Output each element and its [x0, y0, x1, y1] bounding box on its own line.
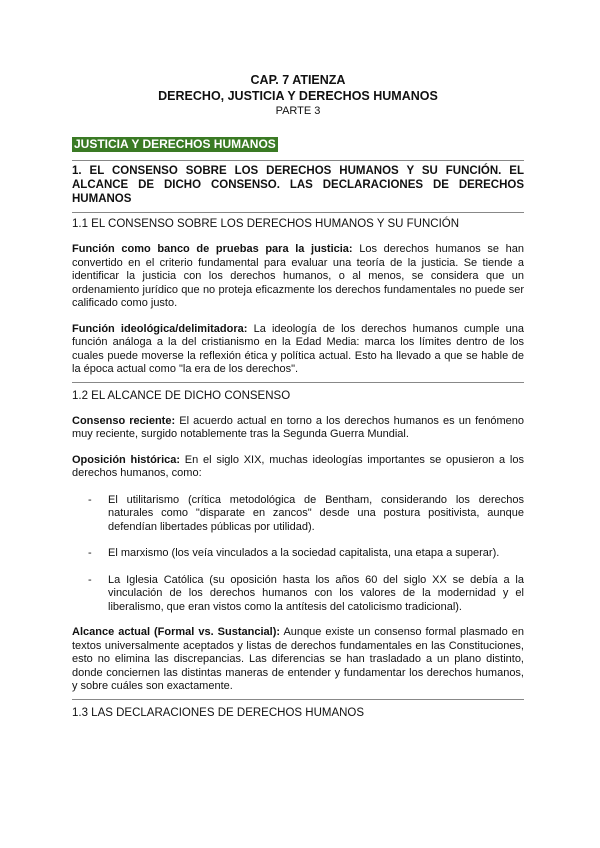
divider [72, 382, 524, 383]
document-title: DERECHO, JUSTICIA Y DERECHOS HUMANOS [158, 89, 438, 103]
highlighted-section-heading: JUSTICIA Y DERECHOS HUMANOS [74, 137, 276, 151]
paragraph-label: Consenso reciente: [72, 414, 176, 427]
subsection-heading: 1.2 EL ALCANCE DE DICHO CONSENSO [72, 389, 291, 402]
list-item [72, 547, 524, 561]
subsection-heading: 1.3 LAS DECLARACIONES DE DERECHOS HUMANOS [72, 706, 365, 719]
divider [72, 212, 524, 213]
list-item-text: El marxismo (los veía vinculados a la sociedad capitalista, una etapa a superar). [108, 547, 500, 559]
list-item-text: La Iglesia Católica (su oposición hasta los años 60 del siglo XX se debía a la vinculación de los derechos humanos con los valores de la modernidad y el liberalismo, que eran vistos como la antítesis del catolicismo tradicional). [108, 573, 524, 613]
paragraph-text: La ideología de los derechos humanos cumple una función análoga a la del cristianismo en la Edad Media: marca los límites dentro de los cuales puede moverse la reflexión ética y política actual. Esto ha llevado a que se hable de la época actual como "la era de los derechos". [72, 322, 524, 375]
chapter-title: CAP. 7 ATIENZA [250, 73, 346, 87]
paragraph [72, 454, 524, 481]
list-item [72, 494, 524, 535]
subsection-heading: 1.1 EL CONSENSO SOBRE LOS DERECHOS HUMANOS Y SU FUNCIÓN [72, 218, 460, 230]
paragraph [72, 243, 524, 311]
list-item-text: El utilitarismo (crítica metodológica de Bentham, considerando los derechos naturales como "disparate en zancos" desde una postura positivista, aunque defendían libertades públicas por utilidad). [108, 493, 524, 533]
paragraph [72, 323, 524, 377]
divider [72, 699, 524, 700]
bullet-marker: - [88, 547, 92, 559]
paragraph-label: Función como banco de pruebas para la justicia: [72, 243, 353, 255]
paragraph-text: Aunque existe un consenso formal plasmado en textos universalmente aceptados y listas de derechos fundamentales en las Constituciones, esto no elimina las discrepancias. Las diferencias se han trasladado a un plano distinto, donde conciernen las distintas maneras de entender y fundamentar los derechos humanos, y sobre cuáles son exactamente. [72, 626, 525, 692]
paragraph-text: Los derechos humanos se han convertido en el criterio fundamental para evaluar una teoría de la justicia. Se tiende a identificar la justicia con los derechos humanos, o al menos, se considera que un ordenamiento jurídico que no proteja eficazmente los derechos fundamentales no puede ser calificado como justo. [72, 243, 525, 309]
paragraph-label: Función ideológica/delimitadora: [72, 322, 248, 335]
paragraph-label: Alcance actual (Formal vs. Sustancial): [72, 626, 281, 638]
opposition-list [72, 494, 524, 615]
divider [72, 160, 524, 161]
part-label: PARTE 3 [275, 105, 321, 117]
section-heading: 1. EL CONSENSO SOBRE LOS DERECHOS HUMANOS Y SU FUNCIÓN. EL ALCANCE DE DICHO CONSENSO. LAS DECLARACIONES DE DERECHOS HUMANOS [72, 165, 524, 205]
bullet-marker: - [88, 493, 92, 506]
paragraph-text: En el siglo XIX, muchas ideologías importantes se opusieron a los derechos humanos, como: [72, 453, 524, 479]
bullet-marker: - [88, 573, 92, 586]
paragraph [72, 626, 524, 694]
document-page [72, 72, 524, 720]
paragraph-label: Oposición histórica: [72, 453, 181, 466]
list-item [72, 574, 524, 615]
paragraph [72, 415, 524, 442]
paragraph-text: El acuerdo actual en torno a los derechos humanos es un fenómeno muy reciente, surgido notablemente tras la Segunda Guerra Mundial. [72, 414, 525, 440]
